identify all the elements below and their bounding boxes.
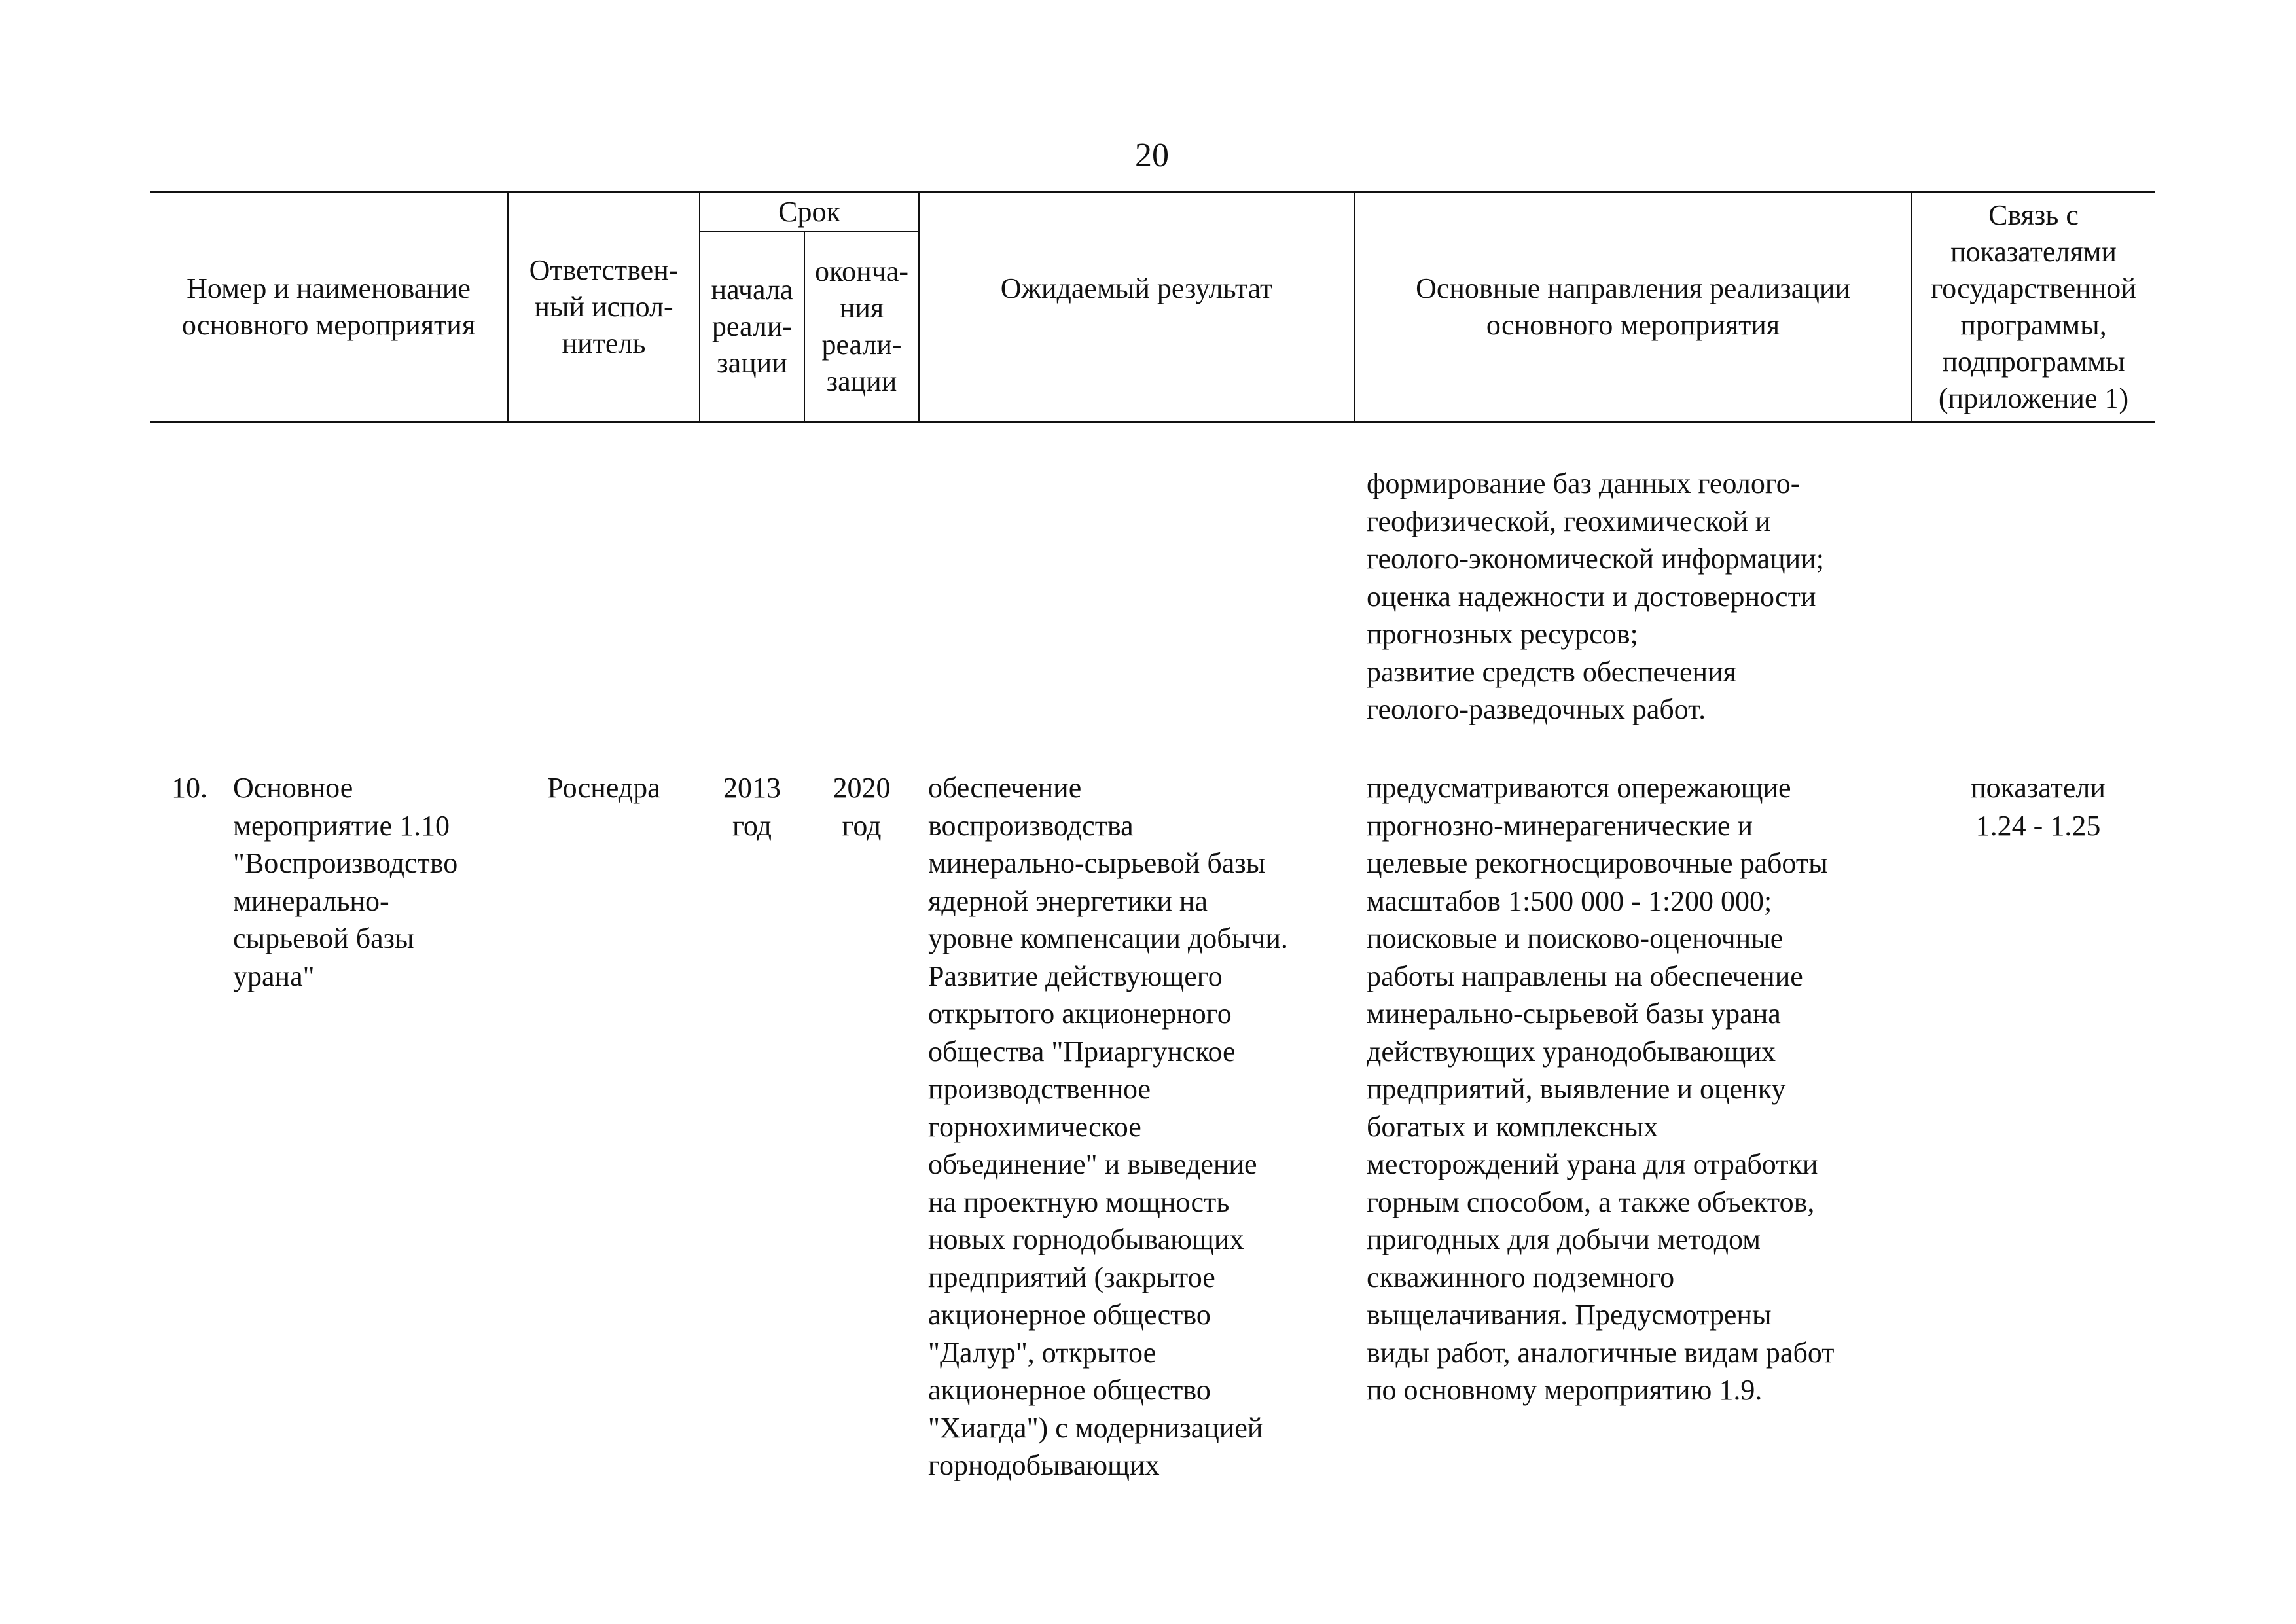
row-directions: предусматриваются опережающие прогнозно-минерагенические и целевые рекогносцировочные работы масштабов 1:500 000 - 1:200 000; поисковые и поисково-оценочные работы направлены на обеспечение минерально-сырьевой базы урана действующих уранодобывающих предприятий, выявление и оценку богатых и комплексных месторождений урана для отработки горным способом, а также объектов, пригодных для добычи методом скважинного подземного выщелачивания. Предусмотрены виды работ, аналогичные видам работ по основному мероприятию 1.9. [1367, 772, 1835, 1406]
row-start: 2013 год [723, 772, 781, 842]
table-header [150, 191, 2155, 423]
row-result: обеспечение воспроизводства минерально-сырьевой базы ядерной энергетики на уровне компенсации добычи. Развитие действующего открытого акционерного общества "Приаргунское производственное горнохимическое объединение" и выведение на проектную мощность новых горнодобывающих предприятий (закрытое акционерное общество "Далур", открытое акционерное общество "Хиагда") с модернизацией горнодобывающих [928, 772, 1288, 1481]
row-name: Основное мероприятие 1.10 "Воспроизводство минерально- сырьевой базы урана" [233, 772, 458, 992]
continuation-text: формирование баз данных геолого- геофизической, геохимической и геолого-экономической информации; оценка надежности и достоверности прогнозных ресурсов; развитие средств обеспечения геолого-разведочных работ. [1367, 467, 1824, 725]
header-directions: Основные направления реализации основного мероприятия [1354, 192, 1912, 422]
header-name: Номер и наименование основного мероприятия [150, 192, 508, 422]
header-result: Ожидаемый результат [919, 192, 1354, 422]
row-responsible: Роснедра [547, 772, 660, 804]
row-number: 10. [171, 772, 207, 804]
header-responsible: Ответствен- ный испол- нитель [508, 192, 700, 422]
page-number: 20 [1135, 137, 1169, 174]
header-term: Срок [700, 192, 919, 232]
header-link: Связь с показателями государственной программы, подпрограммы (приложение 1) [1912, 192, 2155, 422]
row-end: 2020 год [833, 772, 891, 842]
row-link: показатели 1.24 - 1.25 [1971, 772, 2106, 842]
header-start: начала реали- зации [700, 232, 804, 422]
header-end: оконча- ния реали- зации [804, 232, 919, 422]
